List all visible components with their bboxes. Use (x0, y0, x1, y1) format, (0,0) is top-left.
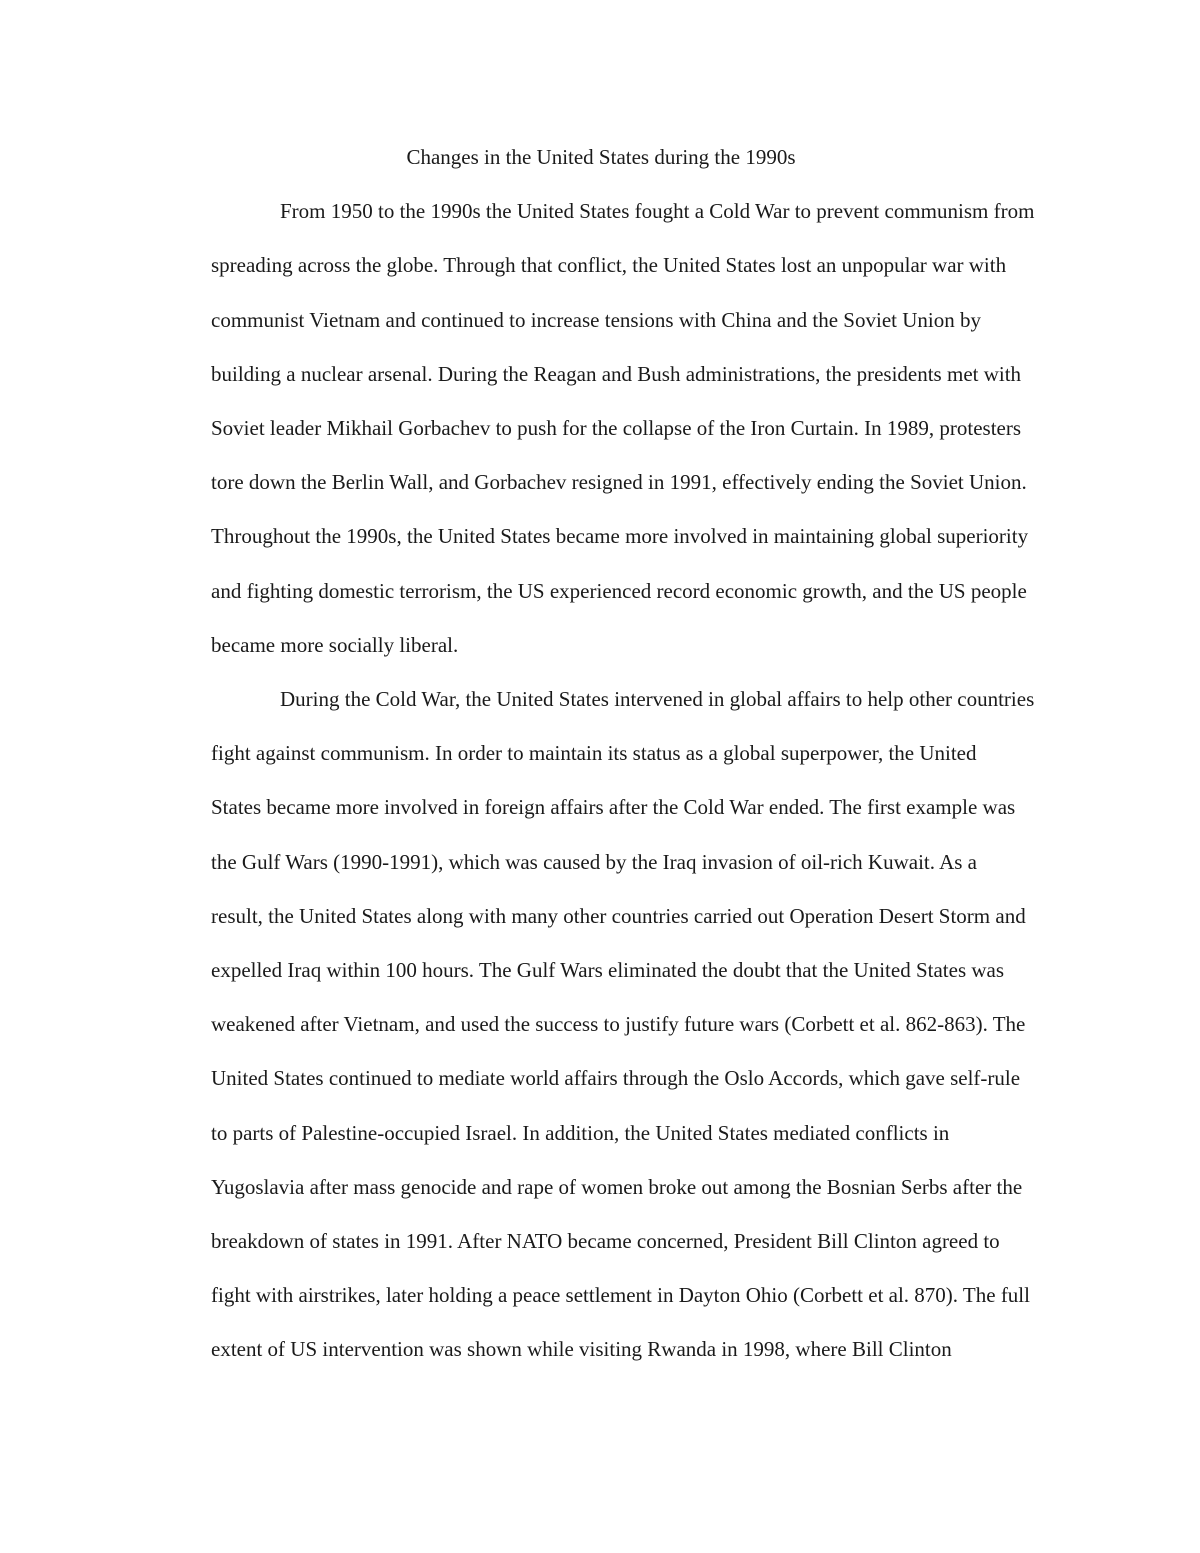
paragraph-2 (142, 672, 1060, 1377)
text-line: expelled Iraq within 100 hours. The Gulf Wars eliminated the doubt that the United States was (211, 958, 1005, 983)
document-body (142, 130, 1060, 1377)
text-line: weakened after Vietnam, and used the success to justify future wars (Corbett et al. 862-863). The (211, 1012, 1026, 1037)
text-line: From 1950 to the 1990s the United States fought a Cold War to prevent communism from (280, 199, 1035, 224)
text-line: became more socially liberal. (211, 632, 459, 657)
text-line: extent of US intervention was shown while visiting Rwanda in 1998, where Bill Clinton (211, 1337, 952, 1362)
text-line: United States continued to mediate world affairs through the Oslo Accords, which gave self-rule (211, 1066, 1021, 1091)
text-line: Soviet leader Mikhail Gorbachev to push for the collapse of the Iron Curtain. In 1989, protesters (211, 416, 1022, 441)
text-line: the Gulf Wars (1990-1991), which was caused by the Iraq invasion of oil-rich Kuwait. As a (211, 849, 977, 874)
text-line: breakdown of states in 1991. After NATO became concerned, President Bill Clinton agreed to (211, 1229, 1000, 1254)
text-line: building a nuclear arsenal. During the Reagan and Bush administrations, the presidents met with (211, 361, 1022, 386)
text-line: Yugoslavia after mass genocide and rape of women broke out among the Bosnian Serbs after the (211, 1174, 1023, 1199)
paragraph-1 (142, 184, 1060, 672)
document-title: Changes in the United States during the 1990s (406, 145, 796, 169)
text-line: result, the United States along with many other countries carried out Operation Desert Storm and (211, 903, 1026, 928)
text-line: tore down the Berlin Wall, and Gorbachev resigned in 1991, effectively ending the Soviet Union. (211, 470, 1027, 495)
text-line: States became more involved in foreign affairs after the Cold War ended. The first example was (211, 795, 1016, 820)
text-line: to parts of Palestine-occupied Israel. In addition, the United States mediated conflicts in (211, 1120, 950, 1145)
text-line: and fighting domestic terrorism, the US experienced record economic growth, and the US people (211, 578, 1027, 603)
text-line: During the Cold War, the United States intervened in global affairs to help other countries (280, 687, 1035, 712)
text-line: Throughout the 1990s, the United States became more involved in maintaining global superiority (211, 524, 1029, 549)
text-line: fight against communism. In order to maintain its status as a global superpower, the United (211, 741, 977, 766)
text-line: spreading across the globe. Through that conflict, the United States lost an unpopular war with (211, 253, 1007, 278)
text-line: communist Vietnam and continued to increase tensions with China and the Soviet Union by (211, 307, 981, 332)
text-line: fight with airstrikes, later holding a peace settlement in Dayton Ohio (Corbett et al. 870). The full (211, 1283, 1030, 1308)
